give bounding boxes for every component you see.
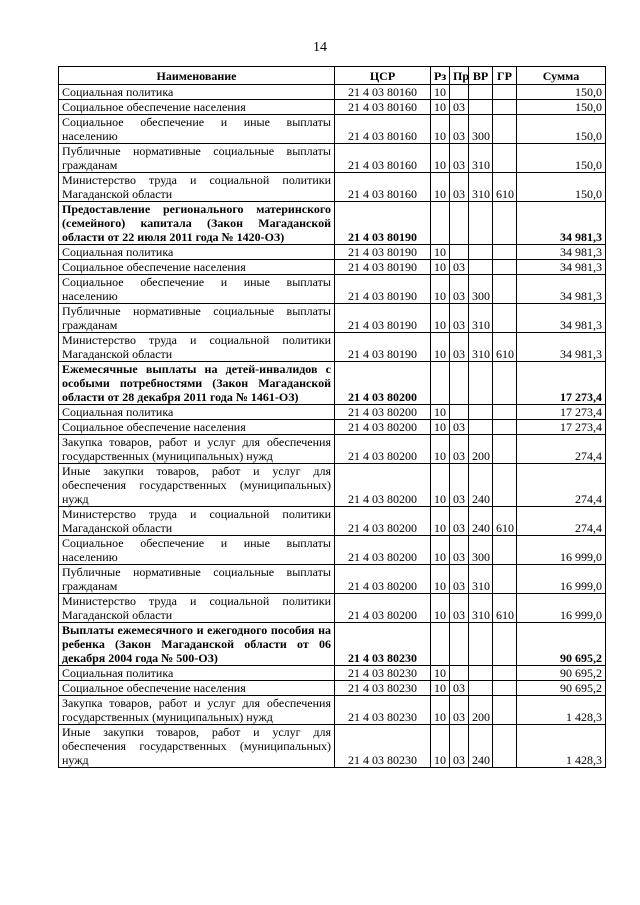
cell-csr: 21 4 03 80200 [335, 464, 431, 507]
header-name: Наименование [59, 67, 335, 85]
cell-gr [493, 115, 517, 144]
cell-gr [493, 245, 517, 260]
cell-rz: 10 [431, 435, 450, 464]
cell-pr: 03 [450, 173, 469, 202]
cell-pr: 03 [450, 260, 469, 275]
cell-csr: 21 4 03 80200 [335, 507, 431, 536]
header-rz: Рз [431, 67, 450, 85]
cell-vr [469, 405, 493, 420]
table-row [59, 420, 606, 435]
cell-vr: 240 [469, 507, 493, 536]
cell-vr [469, 202, 493, 245]
cell-sum: 34 981,3 [517, 275, 606, 304]
cell-name: Социальное обеспечение населения [59, 420, 335, 435]
cell-pr: 03 [450, 435, 469, 464]
cell-csr: 21 4 03 80190 [335, 304, 431, 333]
cell-csr: 21 4 03 80200 [335, 435, 431, 464]
cell-name: Министерство труда и социальной политики Магаданской области [59, 594, 335, 623]
cell-rz: 10 [431, 245, 450, 260]
table-row [59, 173, 606, 202]
cell-csr: 21 4 03 80160 [335, 173, 431, 202]
cell-vr [469, 100, 493, 115]
table-row [59, 696, 606, 725]
cell-vr: 310 [469, 144, 493, 173]
cell-csr: 21 4 03 80160 [335, 115, 431, 144]
cell-pr [450, 85, 469, 100]
cell-sum: 150,0 [517, 100, 606, 115]
cell-gr: 610 [493, 507, 517, 536]
cell-sum: 90 695,2 [517, 681, 606, 696]
cell-gr [493, 696, 517, 725]
cell-csr: 21 4 03 80200 [335, 594, 431, 623]
cell-pr [450, 666, 469, 681]
cell-pr: 03 [450, 144, 469, 173]
cell-csr: 21 4 03 80230 [335, 681, 431, 696]
cell-sum: 34 981,3 [517, 260, 606, 275]
cell-sum: 274,4 [517, 435, 606, 464]
cell-csr: 21 4 03 80200 [335, 565, 431, 594]
cell-sum: 17 273,4 [517, 420, 606, 435]
cell-sum: 274,4 [517, 507, 606, 536]
cell-vr: 300 [469, 275, 493, 304]
cell-vr: 310 [469, 594, 493, 623]
cell-sum: 17 273,4 [517, 405, 606, 420]
cell-csr: 21 4 03 80200 [335, 536, 431, 565]
cell-csr: 21 4 03 80230 [335, 666, 431, 681]
header-vr: ВР [469, 67, 493, 85]
cell-pr [450, 245, 469, 260]
cell-sum: 150,0 [517, 173, 606, 202]
cell-rz: 10 [431, 115, 450, 144]
table-header-row [59, 67, 606, 85]
cell-vr: 240 [469, 725, 493, 768]
cell-gr [493, 666, 517, 681]
cell-name: Социальная политика [59, 85, 335, 100]
cell-pr: 03 [450, 681, 469, 696]
cell-name: Социальное обеспечение и иные выплаты населению [59, 115, 335, 144]
cell-sum: 34 981,3 [517, 202, 606, 245]
cell-vr [469, 245, 493, 260]
cell-csr: 21 4 03 80190 [335, 245, 431, 260]
cell-sum: 150,0 [517, 115, 606, 144]
table-row [59, 536, 606, 565]
table-row [59, 333, 606, 362]
cell-vr: 310 [469, 565, 493, 594]
cell-name: Ежемесячные выплаты на детей-инвалидов с особыми потребностями (Закон Магаданской области от 28 декабря 2011 года № 1461-ОЗ) [59, 362, 335, 405]
cell-vr: 310 [469, 333, 493, 362]
cell-rz: 10 [431, 85, 450, 100]
table-row [59, 304, 606, 333]
cell-pr [450, 623, 469, 666]
cell-rz: 10 [431, 696, 450, 725]
cell-csr: 21 4 03 80190 [335, 333, 431, 362]
cell-gr: 610 [493, 594, 517, 623]
cell-rz [431, 623, 450, 666]
table-row [59, 666, 606, 681]
cell-name: Социальное обеспечение и иные выплаты населению [59, 536, 335, 565]
cell-rz: 10 [431, 144, 450, 173]
table-row [59, 115, 606, 144]
cell-csr: 21 4 03 80160 [335, 85, 431, 100]
table-row [59, 85, 606, 100]
cell-csr: 21 4 03 80160 [335, 100, 431, 115]
cell-rz: 10 [431, 464, 450, 507]
cell-vr [469, 362, 493, 405]
cell-vr [469, 420, 493, 435]
table-row [59, 100, 606, 115]
cell-rz: 10 [431, 420, 450, 435]
cell-rz: 10 [431, 100, 450, 115]
cell-gr [493, 464, 517, 507]
cell-rz: 10 [431, 536, 450, 565]
cell-rz: 10 [431, 681, 450, 696]
cell-name: Публичные нормативные социальные выплаты гражданам [59, 144, 335, 173]
cell-pr: 03 [450, 725, 469, 768]
cell-rz: 10 [431, 507, 450, 536]
cell-pr: 03 [450, 696, 469, 725]
cell-pr: 03 [450, 565, 469, 594]
header-csr: ЦСР [335, 67, 431, 85]
cell-gr [493, 420, 517, 435]
cell-gr [493, 100, 517, 115]
cell-sum: 16 999,0 [517, 536, 606, 565]
table-row [59, 507, 606, 536]
cell-gr [493, 536, 517, 565]
cell-pr: 03 [450, 333, 469, 362]
cell-sum: 16 999,0 [517, 594, 606, 623]
cell-vr [469, 666, 493, 681]
cell-pr: 03 [450, 507, 469, 536]
cell-pr: 03 [450, 536, 469, 565]
cell-gr [493, 144, 517, 173]
cell-rz [431, 362, 450, 405]
table-row [59, 275, 606, 304]
cell-vr: 300 [469, 536, 493, 565]
cell-pr [450, 202, 469, 245]
cell-gr [493, 681, 517, 696]
cell-sum: 34 981,3 [517, 333, 606, 362]
cell-vr: 200 [469, 435, 493, 464]
cell-csr: 21 4 03 80160 [335, 144, 431, 173]
cell-pr [450, 405, 469, 420]
cell-vr: 240 [469, 464, 493, 507]
cell-rz: 10 [431, 594, 450, 623]
table-row [59, 362, 606, 405]
cell-gr [493, 202, 517, 245]
cell-pr: 03 [450, 115, 469, 144]
cell-sum: 274,4 [517, 464, 606, 507]
cell-pr: 03 [450, 420, 469, 435]
table-row [59, 725, 606, 768]
cell-sum: 90 695,2 [517, 623, 606, 666]
cell-rz: 10 [431, 405, 450, 420]
cell-name: Предоставление регионального материнского (семейного) капитала (Закон Магаданской области от 22 июля 2011 года № 1420-ОЗ) [59, 202, 335, 245]
cell-vr: 200 [469, 696, 493, 725]
cell-name: Иные закупки товаров, работ и услуг для обеспечения государственных (муниципальных) нужд [59, 725, 335, 768]
cell-rz: 10 [431, 275, 450, 304]
cell-name: Социальное обеспечение населения [59, 100, 335, 115]
cell-gr: 610 [493, 333, 517, 362]
table-row [59, 565, 606, 594]
cell-rz: 10 [431, 725, 450, 768]
cell-sum: 16 999,0 [517, 565, 606, 594]
cell-csr: 21 4 03 80190 [335, 260, 431, 275]
cell-csr: 21 4 03 80230 [335, 696, 431, 725]
cell-pr: 03 [450, 275, 469, 304]
header-pr: Пр [450, 67, 469, 85]
cell-sum: 1 428,3 [517, 725, 606, 768]
cell-rz: 10 [431, 565, 450, 594]
cell-csr: 21 4 03 80200 [335, 362, 431, 405]
cell-csr: 21 4 03 80200 [335, 420, 431, 435]
cell-sum: 34 981,3 [517, 304, 606, 333]
cell-rz: 10 [431, 304, 450, 333]
cell-pr: 03 [450, 100, 469, 115]
cell-sum: 1 428,3 [517, 696, 606, 725]
cell-rz: 10 [431, 260, 450, 275]
table-row [59, 435, 606, 464]
cell-gr [493, 725, 517, 768]
cell-name: Иные закупки товаров, работ и услуг для обеспечения государственных (муниципальных) нужд [59, 464, 335, 507]
table-row [59, 405, 606, 420]
cell-csr: 21 4 03 80190 [335, 202, 431, 245]
cell-name: Социальная политика [59, 666, 335, 681]
cell-gr [493, 275, 517, 304]
cell-name: Выплаты ежемесячного и ежегодного пособия на ребенка (Закон Магаданской области от 06 декабря 2004 года № 500-ОЗ) [59, 623, 335, 666]
cell-name: Социальное обеспечение населения [59, 681, 335, 696]
header-sum: Сумма [517, 67, 606, 85]
cell-rz: 10 [431, 333, 450, 362]
cell-vr: 300 [469, 115, 493, 144]
cell-sum: 34 981,3 [517, 245, 606, 260]
cell-vr: 310 [469, 173, 493, 202]
table-row [59, 144, 606, 173]
cell-name: Социальное обеспечение и иные выплаты населению [59, 275, 335, 304]
cell-sum: 17 273,4 [517, 362, 606, 405]
cell-name: Министерство труда и социальной политики Магаданской области [59, 507, 335, 536]
cell-csr: 21 4 03 80230 [335, 725, 431, 768]
cell-rz: 10 [431, 173, 450, 202]
cell-vr [469, 623, 493, 666]
cell-name: Закупка товаров, работ и услуг для обеспечения государственных (муниципальных) нужд [59, 435, 335, 464]
table-row [59, 594, 606, 623]
cell-name: Социальная политика [59, 245, 335, 260]
cell-name: Публичные нормативные социальные выплаты гражданам [59, 304, 335, 333]
table-row [59, 245, 606, 260]
cell-sum: 90 695,2 [517, 666, 606, 681]
cell-rz [431, 202, 450, 245]
cell-pr: 03 [450, 594, 469, 623]
cell-gr [493, 623, 517, 666]
cell-csr: 21 4 03 80190 [335, 275, 431, 304]
table-row [59, 681, 606, 696]
cell-pr: 03 [450, 464, 469, 507]
cell-csr: 21 4 03 80230 [335, 623, 431, 666]
cell-csr: 21 4 03 80200 [335, 405, 431, 420]
cell-gr [493, 405, 517, 420]
cell-gr [493, 304, 517, 333]
cell-sum: 150,0 [517, 85, 606, 100]
cell-name: Социальное обеспечение населения [59, 260, 335, 275]
cell-gr [493, 565, 517, 594]
cell-name: Социальная политика [59, 405, 335, 420]
cell-gr [493, 435, 517, 464]
cell-rz: 10 [431, 666, 450, 681]
cell-name: Публичные нормативные социальные выплаты гражданам [59, 565, 335, 594]
header-gr: ГР [493, 67, 517, 85]
cell-vr [469, 85, 493, 100]
cell-gr [493, 362, 517, 405]
cell-sum: 150,0 [517, 144, 606, 173]
table-row [59, 202, 606, 245]
cell-name: Министерство труда и социальной политики Магаданской области [59, 333, 335, 362]
cell-gr: 610 [493, 173, 517, 202]
cell-gr [493, 85, 517, 100]
table-row [59, 260, 606, 275]
cell-name: Закупка товаров, работ и услуг для обеспечения государственных (муниципальных) нужд [59, 696, 335, 725]
cell-pr [450, 362, 469, 405]
cell-vr [469, 681, 493, 696]
table-row [59, 623, 606, 666]
budget-table [58, 66, 606, 768]
cell-gr [493, 260, 517, 275]
cell-vr [469, 260, 493, 275]
table-row [59, 464, 606, 507]
cell-pr: 03 [450, 304, 469, 333]
page-number: 14 [313, 40, 327, 55]
cell-vr: 310 [469, 304, 493, 333]
cell-name: Министерство труда и социальной политики Магаданской области [59, 173, 335, 202]
